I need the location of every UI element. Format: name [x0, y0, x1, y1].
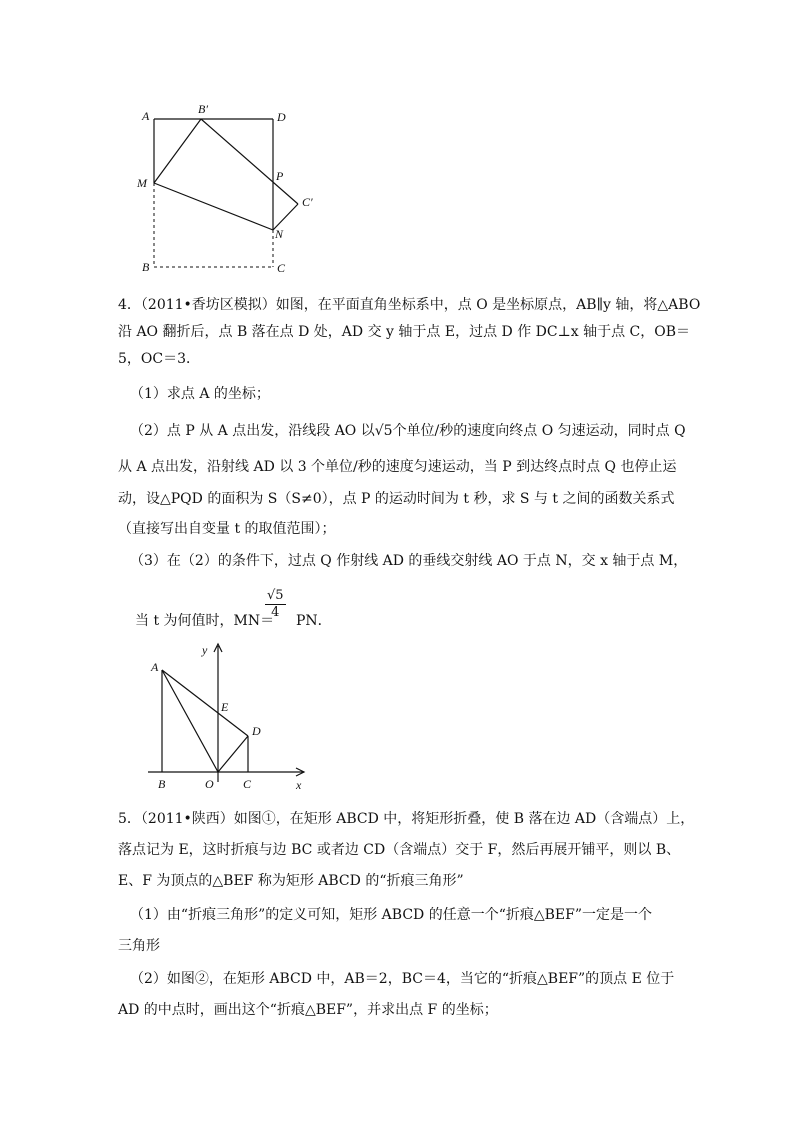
problem4-q3-line2-b: PN． [296, 613, 332, 629]
fraction-numerator: √5 [267, 588, 284, 603]
problem4-line3: 5，OC＝3． [118, 351, 201, 367]
problem5-q2-line2: AD 的中点时，画出这个“折痕△BEF”，并求出点 F 的坐标； [118, 1002, 498, 1018]
label-C: C [277, 261, 286, 275]
problem4-q1: （1）求点 A 的坐标； [130, 386, 270, 402]
point-label-C: C [243, 777, 252, 790]
problem5-q1-line2: 三角形 [118, 938, 160, 954]
problem4-q2-line3: 动，设△PQD 的面积为 S（S≠0），点 P 的运动时间为 t 秒，求 S 与 t 之间的函数关系式 [118, 491, 675, 507]
problem4-q3-line2-a: 当 t 为何值时，MN＝ [135, 613, 275, 629]
label-D: D [277, 110, 286, 124]
point-label-D: D [252, 724, 261, 738]
point-label-E: E [221, 700, 229, 714]
problem5-line2: 落点记为 E，这时折痕与边 BC 或者边 CD（含端点）交于 F，然后再展开铺平，则以 B、 [118, 842, 681, 858]
label-B-prime: B′ [198, 102, 208, 116]
problem5-q2-line1: （2）如图②，在矩形 ABCD 中，AB＝2，BC＝4，当它的“折痕△BEF”的顶点 E 位于 [130, 971, 675, 987]
problem5-q1-line1: （1）由“折痕三角形”的定义可知，矩形 ABCD 的任意一个“折痕△BEF”一定是一个 [130, 907, 653, 923]
label-C-prime: C′ [302, 195, 313, 209]
problem4-q2-line1 [130, 422, 686, 440]
q2-text-a: （2）点 P 从 A 点出发，沿线段 AO 以 [130, 423, 375, 439]
figure-coordinate-diagram [140, 640, 320, 790]
label-A: A [142, 109, 150, 123]
point-label-B: B [158, 777, 166, 790]
problem5-line3: E、F 为顶点的△BEF 称为矩形 ABCD 的“折痕三角形” [118, 873, 464, 889]
problem4-q2-line4: （直接写出自变量 t 的取值范围）； [118, 521, 336, 537]
axis-label-y: y [202, 643, 208, 657]
q2-text-b: 个单位/秒的速度向终点 O 匀速运动，同时点 Q [392, 423, 686, 439]
label-P: P [276, 169, 284, 183]
point-label-A: A [151, 660, 159, 674]
label-M: M [137, 176, 147, 190]
fraction-denominator: 4 [271, 605, 280, 620]
sqrt5: √5 [374, 423, 393, 439]
axis-label-x: x [296, 778, 302, 790]
point-label-O: O [205, 777, 214, 790]
problem5-line1: 5．（2011•陕西）如图①，在矩形 ABCD 中，将矩形折叠，使 B 落在边 AD（含端点）上， [118, 811, 695, 827]
figure-folded-rectangle [130, 100, 330, 280]
problem4-q2-line2: 从 A 点出发，沿射线 AD 以 3 个单位/秒的速度匀速运动，当 P 到达终点时点 Q 也停止运 [118, 459, 677, 475]
problem4-line2: 沿 AO 翻折后，点 B 落在点 D 处，AD 交 y 轴于点 E，过点 D 作 DC⊥x 轴于点 C，OB＝ [118, 324, 691, 340]
label-B: B [142, 260, 150, 274]
label-N: N [275, 227, 284, 241]
problem4-q3-line1: （3）在（2）的条件下，过点 Q 作射线 AD 的垂线交射线 AO 于点 N，交 x 轴于点 M， [130, 553, 688, 569]
problem4-line1: 4．（2011•香坊区模拟）如图，在平面直角坐标系中，点 O 是坐标原点，AB∥y 轴，将△ABO [118, 297, 701, 313]
